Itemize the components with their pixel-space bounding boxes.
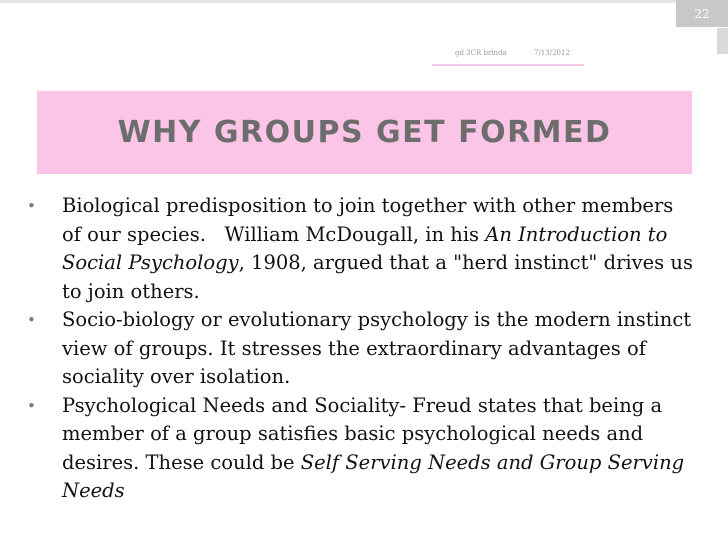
bullet-item bbox=[24, 192, 700, 306]
bullet-marker: • bbox=[27, 396, 36, 415]
title-band bbox=[37, 91, 692, 174]
top-stripe bbox=[0, 0, 728, 3]
footer-date: 7/13/2012 bbox=[534, 49, 570, 57]
footer-info bbox=[432, 40, 584, 66]
bullet-item bbox=[24, 392, 696, 506]
bullet-italic-text: Self Serving Needs and Group Serving Needs bbox=[62, 450, 691, 502]
bullet-text: Biological predisposition to join together with other members of our species. William McDougall, in his bbox=[62, 194, 680, 246]
bullet-marker: • bbox=[27, 311, 36, 329]
slide-number: 22 bbox=[676, 0, 728, 27]
footer-author: gd 3CR brinda bbox=[455, 49, 507, 57]
bullet-marker: • bbox=[27, 197, 36, 215]
bullet-list bbox=[24, 192, 700, 506]
bullet-italic-text: An Introduction to Social Psychology bbox=[62, 222, 674, 274]
bullet-item bbox=[24, 306, 696, 392]
bullet-text: , 1908, argued that a "herd instinct" drives us to join others. bbox=[62, 251, 700, 303]
slide-title: WHY GROUPS GET FORMED bbox=[117, 115, 612, 150]
bullet-text: Socio-biology or evolutionary psychology is the modern instinct view of groups. It stresses the extraordinary advantages of sociality over isolation. bbox=[62, 308, 698, 388]
bullet-text: Psychological Needs and Sociality- Freud states that being a member of a group satisfies basic psychological needs and desires. These could be bbox=[62, 393, 669, 474]
side-band bbox=[717, 28, 728, 54]
